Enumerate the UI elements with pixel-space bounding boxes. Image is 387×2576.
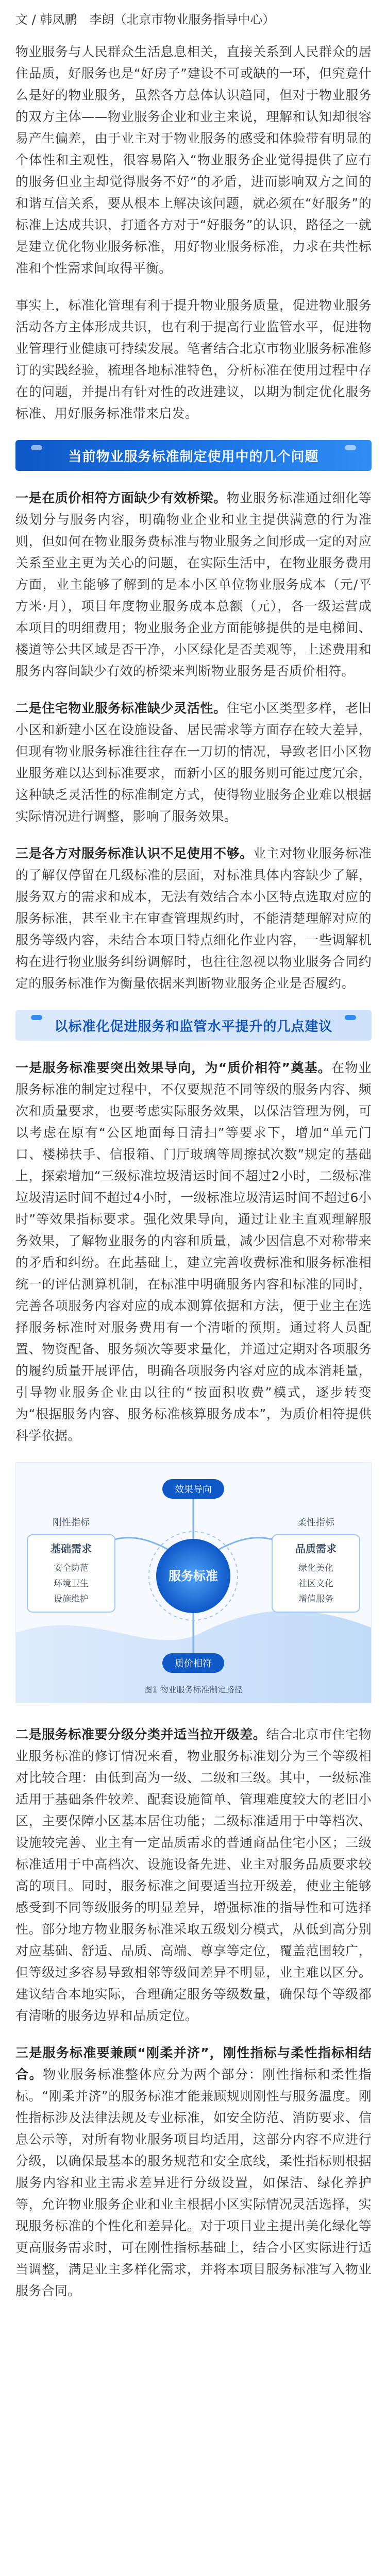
paragraph-body: 在物业服务标准的制定过程中，不仅要规范不同等级的服务内容、频次和质量要求，也要考虑实际服务效果，以保洁管理为例，可以考虑在原有“公区地面每日清扫”等要求下，增加“单元门口、楼梯扶手、信报箱、门厅玻璃等周擦拭次数”规定的基础上，探索增加“三级标准垃圾清运时间不超过2小时，二级标准垃圾清运时间不超过4小时，一级标准垃圾清运时间不超过6小时”等效果指标要求。强化效果导向，通过让业主直观理解服务效果，了解物业服务的内容和质量，减少因信息不对称带来的矛盾和纠纷。在此基础上，建立完善收费标准和服务标准相统一的评估测算机制，在标准中明确服务内容和标准的同时，完善各项服务内容对应的成本测算依据和方法，便于业主在选择服务标准时对服务费用有一个清晰的预期。通过将人员配置、物资配备、服务频次等要求量化，并通过定期对各项服务的履约质量开展评估，明确各项服务内容对应的成本消耗量，引导物业服务企业由以往的“按面积收费”模式，逐步转变为“根据服务内容、服务标准核算服务成本”，为质价相符提供科学依据。 <box>15 1060 372 1443</box>
paragraph-body: 结合北京市住宅物业服务标准的修订情况来看，物业服务标准划分为三个等级相对比较合理：由低到高为一级、二级和三级。其中，一级标准适用于基础条件较差、配套设施简单、管理难度较大的老旧小区，主要保障小区基本居住功能；二级标准适用于中等档次、设施较完善、业主有一定品质需求的普通商品住宅小区；三级标准适用于中高档次、设施设备先进、业主对服务品质要求较高的项目。同时，服务标准之间要适当拉开级差，使业主能够感受到不同等级服务的明显差异，增强标准的指导性和可选择性。部分地方物业服务标准采取五级划分模式，从低到高分别对应基础、舒适、品质、高端、尊享等定位，覆盖范围较广，但等级过多容易导致相邻等级间差异不明显，业主难以区分。建议结合本地实际，合理确定服务等级数量，确保每个等级都有清晰的服务边界和品质定位。 <box>15 1727 372 2023</box>
left-label: 刚性指标 <box>53 1517 90 1528</box>
paragraph-lead: 一是服务标准要突出效果导向，为“质价相符”奠基。 <box>15 1060 332 1075</box>
section-1-banner <box>15 440 372 471</box>
section-1-paragraph-1 <box>15 487 372 682</box>
banner-decoration <box>345 445 356 450</box>
left-box-title: 基础需求 <box>51 1543 92 1555</box>
intro-paragraph-2: 事实上，标准化管理有利于提升物业服务质量，促进物业服务活动各方主体形成共识，也有利于提高行业监管水平，促进物业管理行业健康可持续发展。笔者结合北京市物业服务标准修订的实践经验，梳理各地标准特色，分析标准在使用过程中存在的问题，并提出有针对性的改进建议，以期为制定优化服务标准、用好服务标准带来启发。 <box>15 298 372 421</box>
top-label: 效果导向 <box>175 1484 212 1495</box>
banner-decoration <box>31 445 42 450</box>
section-2-banner <box>15 1010 372 1041</box>
section-2-paragraph-3 <box>15 2042 372 2302</box>
left-box-item: 安全防范 <box>54 1563 89 1573</box>
section-2-paragraph-2 <box>15 1724 372 2027</box>
banner-decoration <box>345 1015 356 1020</box>
figure-caption: 图1 物业服务标准制定路径 <box>144 1685 243 1694</box>
section-1-paragraph-3 <box>15 843 372 994</box>
left-box-item: 设施维护 <box>54 1594 89 1604</box>
right-box-title: 品质需求 <box>295 1543 336 1555</box>
right-label: 柔性指标 <box>297 1517 334 1528</box>
center-label: 服务标准 <box>169 1569 218 1583</box>
section-2-title: 以标准化促进服务和监管水平提升的几点建议 <box>54 1019 333 1035</box>
paragraph-body: 物业服务标准通过细化等级划分与服务内容，明确物业企业和业主提供满意的行为准则，但如何在物业服务费标准与物业服务之间形成一定的对应关系至业主更为关心的问题，在实际生活中，在物业服务费用方面，业主能够了解到的是本小区单位物业服务成本（元/平方米·月），项目年度物业服务成本总额（元），各一级运营成本项目的明细费用；物业服务企业方面能够提供的是电梯间、楼道等公共区域是否干净，小区绿化是否美观等，上述费用和服务内容间缺少有效的桥梁来判断物业服务是否质价相符。 <box>15 490 372 679</box>
paragraph-lead: 二是服务标准要分级分类并适当拉开级差。 <box>15 1727 266 1742</box>
paragraph-body: 住宅小区类型多样，老旧小区和新建小区在设施设备、居民需求等方面存在较大差异，但现有物业服务标准往往存在一刀切的情况，导致老旧小区物业服务难以达到标准要求，而新小区的服务则可能过度冗余，这种缺乏灵活性的标准制定方式，使得物业服务企业难以根据实际情况进行调整，影响了服务效果。 <box>15 701 372 824</box>
standards-diagram-svg <box>16 1463 371 1703</box>
right-box-item: 增值服务 <box>298 1594 333 1604</box>
paragraph-body: 业主对物业服务标准的了解仅停留在几级标准的层面，对标准具体内容缺少了解，服务双方的需求和成本，无法有效结合本小区特点选取对应的服务标准，甚至业主在审查管理规约时，不能清楚理解对应的服务等级内容，未结合本项目特点细化作业内容，一些调解机构在进行物业服务纠纷调解时，也往往忽视以物业服务合同约定的服务标准作为衡量依据来判断物业服务企业是否履约。 <box>15 846 372 991</box>
paragraph-body: 物业服务标准整体应分为两个部分：刚性指标和柔性指标。“刚柔并济”的服务标准才能兼顾规则刚性与服务温度。刚性指标涉及法律法规及专业标准，如安全防范、消防要求、信息公示等，对所有物业服务项目均适用，这部分内容不应进行分级，以确保最基本的服务规范和安全底线，柔性指标则根据服务内容和业主需求差异进行分级设置，如保洁、绿化养护等，允许物业服务企业和业主根据小区实际情况灵活选择，实现服务标准的个性化和差异化。对于项目业主提出美化绿化等更高服务需求时，可在刚性指标基础上，结合小区实际进行适当调整，满足业主多样化需求，并将本项目服务标准写入物业服务合同。 <box>15 2067 372 2298</box>
byline: 文 / 韩凤鹏 李朗（北京市物业服务指导中心） <box>15 12 275 27</box>
right-box-item: 绿化美化 <box>298 1563 333 1573</box>
section-2-paragraph-1 <box>15 1057 372 1447</box>
standards-diagram <box>15 1462 372 1703</box>
right-box-item: 社区文化 <box>298 1579 333 1589</box>
paragraph-lead: 一是在质价相符方面缺少有效桥梁。 <box>15 490 227 505</box>
intro-paragraph-1: 物业服务与人民群众生活息息相关，直接关系到人民群众的居住品质，好服务也是“好房子”建设不可或缺的一环，但究竟什么是好的物业服务，虽然各方总体认识趋同，但对于物业服务的双方主体——物业服务企业和业主来说，理解和认知却很容易产生偏差，由于业主对于物业服务的感受和体验带有明显的个体性和主观性，很容易陷入“物业服务企业觉得提供了应有的服务但业主却觉得服务不好”的矛盾，进而影响双方之间的和谐互信关系，要从根本上解决该问题，就必须在“好服务”的标准上达成共识，打通各方对于“好服务”的认识，路径之一就是建立优化物业服务标准，用好物业服务标准，力求在共性标准和个性需求间取得平衡。 <box>15 44 372 276</box>
section-1-paragraph-2 <box>15 698 372 827</box>
banner-decoration <box>31 1015 42 1020</box>
paragraph-lead: 二是住宅物业服务标准缺少灵活性。 <box>15 701 227 716</box>
bottom-label: 质价相符 <box>175 1658 212 1669</box>
left-box-item: 环境卫生 <box>54 1579 89 1589</box>
section-1-title: 当前物业服务标准制定使用中的几个问题 <box>68 449 319 465</box>
paragraph-lead: 三是各方对服务标准认识不足使用不够。 <box>15 846 253 861</box>
paragraph-lead: 三是服务标准要兼顾“刚柔并济”，刚性指标与柔性指标相结合。 <box>15 2045 372 2082</box>
